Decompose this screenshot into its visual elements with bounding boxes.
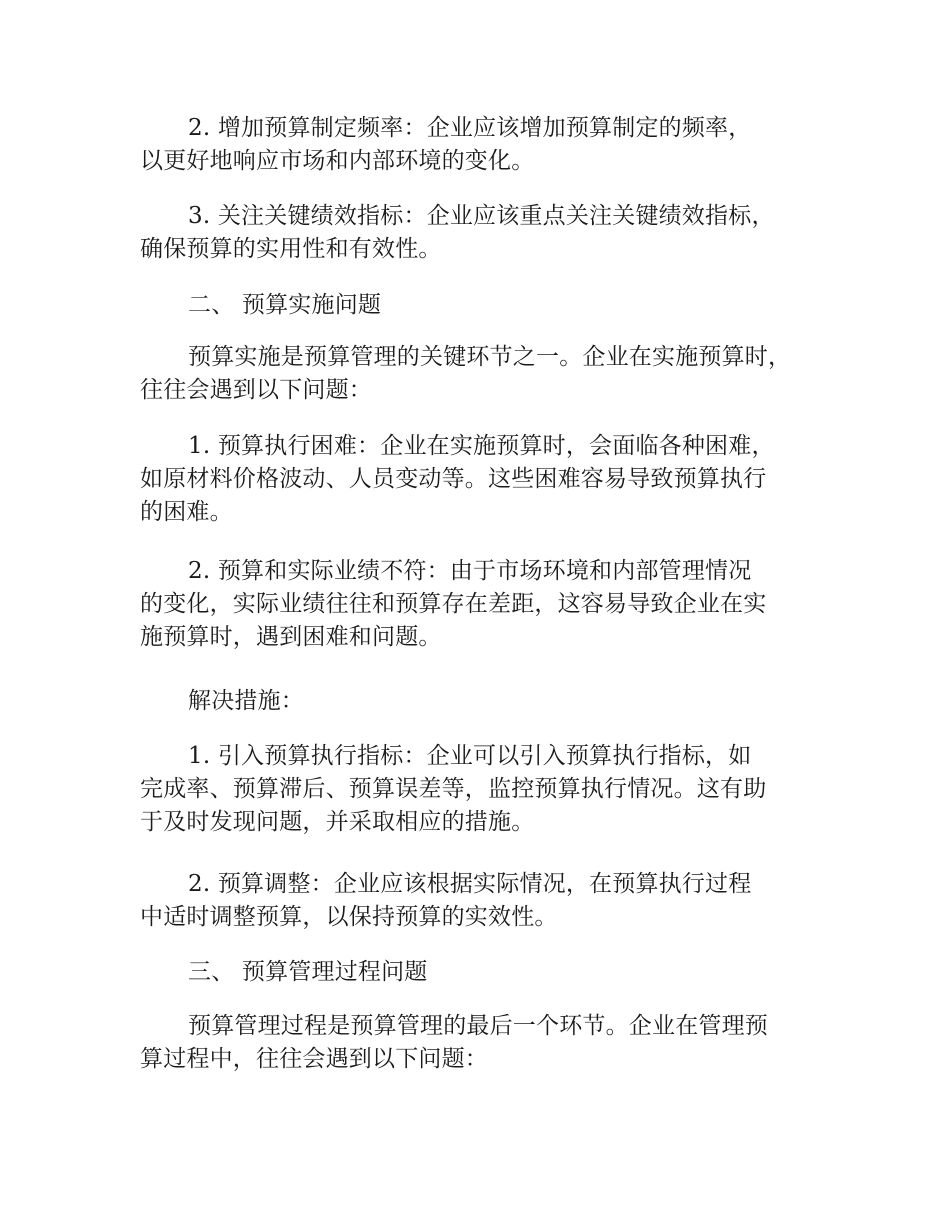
paragraph-increase-frequency	[140, 112, 840, 178]
section-heading-implementation	[140, 289, 840, 322]
paragraph-execution-indicators	[140, 740, 840, 839]
text-line: 施预算时，遇到困难和问题。	[140, 624, 442, 650]
text-line: 3. 关注关键绩效指标：企业应该重点关注关键绩效指标，	[188, 203, 775, 229]
text-line: 1. 预算执行困难：企业在实施预算时，会面临各种困难，	[188, 433, 775, 459]
section-heading-management-process	[140, 956, 840, 989]
text-line: 完成率、预算滞后、预算误差等，监控预算执行情况。这有助	[140, 776, 767, 802]
text-line: 解决措施：	[188, 688, 304, 714]
text-line: 如原材料价格波动、人员变动等。这些困难容易导致预算执行	[140, 466, 767, 492]
text-line: 预算实施是预算管理的关键环节之一。企业在实施预算时，	[188, 344, 792, 370]
paragraph-budget-mismatch	[140, 555, 840, 654]
text-line: 2. 增加预算制定频率：企业应该增加预算制定的频率，	[188, 115, 752, 141]
paragraph-solutions-label	[140, 685, 840, 718]
paragraph-budget-adjustment	[140, 868, 840, 934]
text-line: 往往会遇到以下问题：	[140, 377, 372, 403]
text-line: 中适时调整预算，以保持预算的实效性。	[140, 904, 558, 930]
text-line: 以更好地响应市场和内部环境的变化。	[140, 148, 535, 174]
section-heading: 二、 预算实施问题	[188, 292, 382, 318]
text-line: 1. 引入预算执行指标：企业可以引入预算执行指标，如	[188, 743, 752, 769]
text-line: 于及时发现问题，并采取相应的措施。	[140, 809, 535, 835]
text-line: 确保预算的实用性和有效性。	[140, 236, 442, 262]
paragraph-management-process-intro	[140, 1010, 840, 1076]
paragraph-implementation-intro	[140, 341, 840, 407]
text-line: 2. 预算调整：企业应该根据实际情况，在预算执行过程	[188, 871, 752, 897]
paragraph-execution-difficulty	[140, 430, 840, 529]
paragraph-kpi-focus	[140, 200, 840, 266]
text-line: 2. 预算和实际业绩不符：由于市场环境和内部管理情况	[188, 558, 752, 584]
text-line: 预算管理过程是预算管理的最后一个环节。企业在管理预	[188, 1013, 768, 1039]
text-line: 的困难。	[140, 499, 233, 525]
text-line: 算过程中，往往会遇到以下问题：	[140, 1046, 488, 1072]
section-heading: 三、 预算管理过程问题	[188, 959, 428, 985]
text-line: 的变化，实际业绩往往和预算存在差距，这容易导致企业在实	[140, 591, 767, 617]
